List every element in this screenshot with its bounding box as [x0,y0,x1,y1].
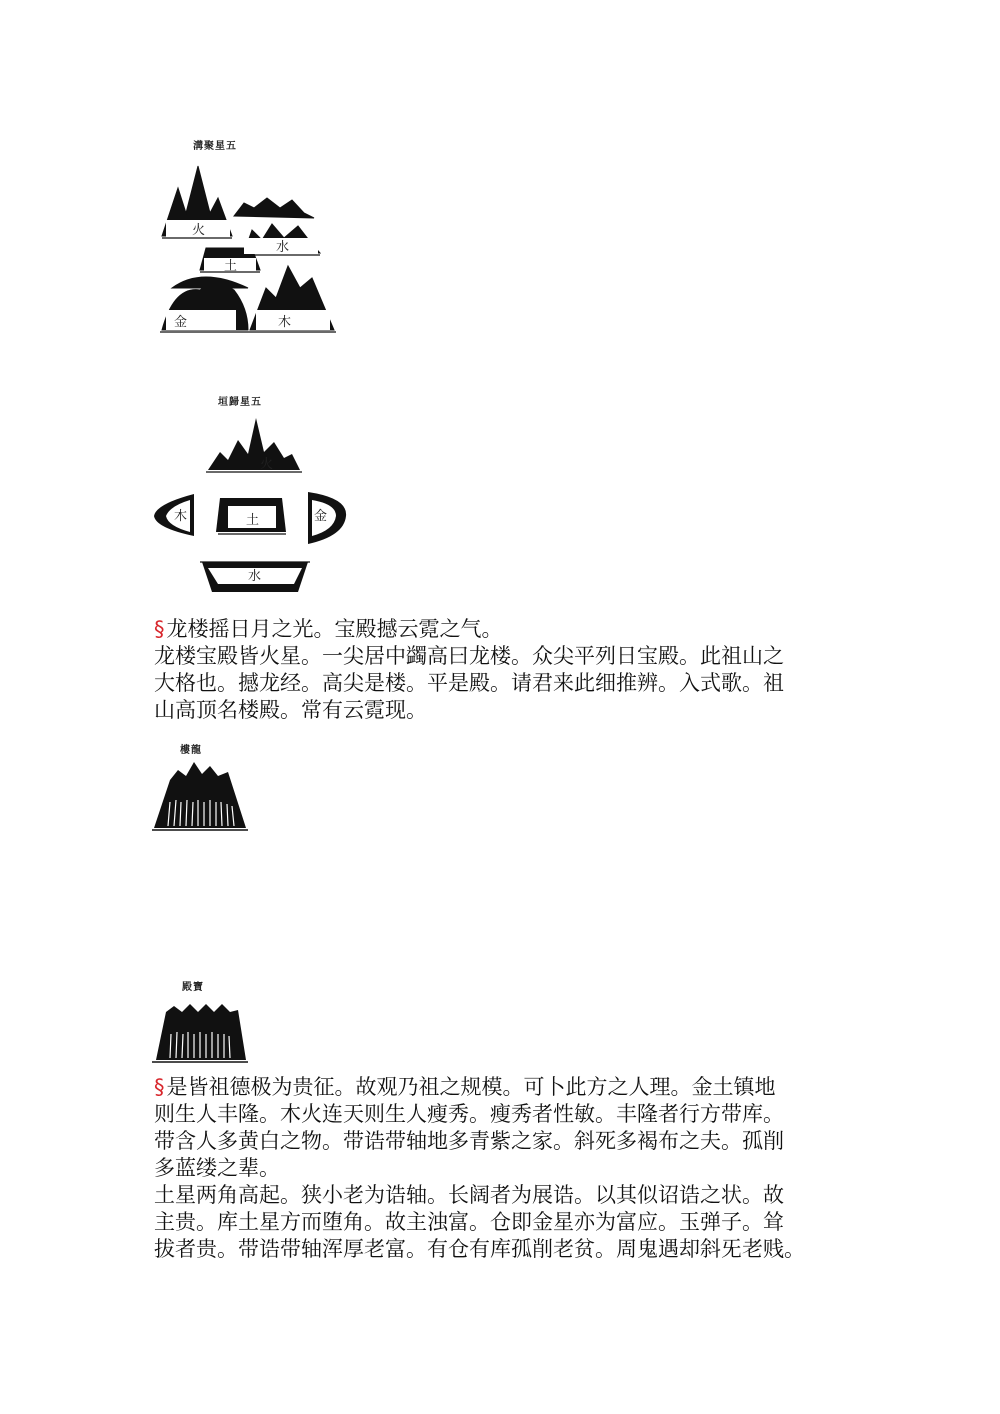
section-heading-2: §是皆祖德极为贵征。故观乃祖之规模。可卜此方之人理。金土镇地 [154,1075,776,1099]
label-water-2: 水 [248,569,262,584]
five-stars-figure-2 [148,412,353,602]
section-mark: § [154,617,165,641]
text-line: 山高顶名楼殿。常有云霓现。 [154,698,427,722]
text-line: 龙楼宝殿皆火星。一尖居中蠲高曰龙楼。众尖平列日宝殿。此祖山之 [154,644,784,668]
text-line: 大格也。撼龙经。高尖是楼。平是殿。请君来此细推辨。入式歌。祖 [154,671,784,695]
text-line: 土星两角高起。狭小老为诰轴。长阔者为展诰。以其似诏诰之状。故 [154,1183,784,1207]
label-metal-2: 金 [314,509,328,524]
label-earth-2: 土 [246,513,260,528]
label-metal: 金 [174,315,188,330]
label-wood-2: 木 [174,509,188,524]
label-earth: 土 [224,259,238,274]
text-line: 主贵。库土星方而堕角。故主浊富。仓即金星亦为富应。玉弹子。耸 [154,1210,784,1234]
label-fire: 火 [192,223,206,238]
text-line: 多蓝缕之辈。 [154,1156,280,1180]
text-line: 则生人丰隆。木火连天则生人瘦秀。瘦秀者性敏。丰隆者行方带库。 [154,1102,784,1126]
section-mark: § [154,1075,165,1099]
section-heading-1: §龙楼摇日月之光。宝殿撼云霓之气。 [154,617,503,641]
label-fire-2: 火 [260,457,274,472]
text-line: 带含人多黄白之物。带诰带轴地多青紫之家。斜死多褐布之夫。孤削 [154,1129,784,1153]
figure-2-caption: 垣歸星五 [218,397,262,408]
label-water: 水 [276,240,290,255]
text-block-1 [154,616,874,724]
label-wood: 木 [278,315,292,330]
text-block-2 [154,1074,874,1263]
dragon-tower-figure [150,756,250,834]
figure-4-caption: 殿寶 [182,982,204,993]
treasure-hall-figure [150,996,250,1066]
figure-1-caption: 溝聚星五 [193,141,237,152]
figure-3-caption: 樓龍 [180,745,202,756]
five-stars-figure-1 [152,158,342,338]
text-line: 拔者贵。带诰带轴浑厚老富。有仓有库孤削老贫。周鬼遇却斜旡老贱。 [154,1237,805,1261]
